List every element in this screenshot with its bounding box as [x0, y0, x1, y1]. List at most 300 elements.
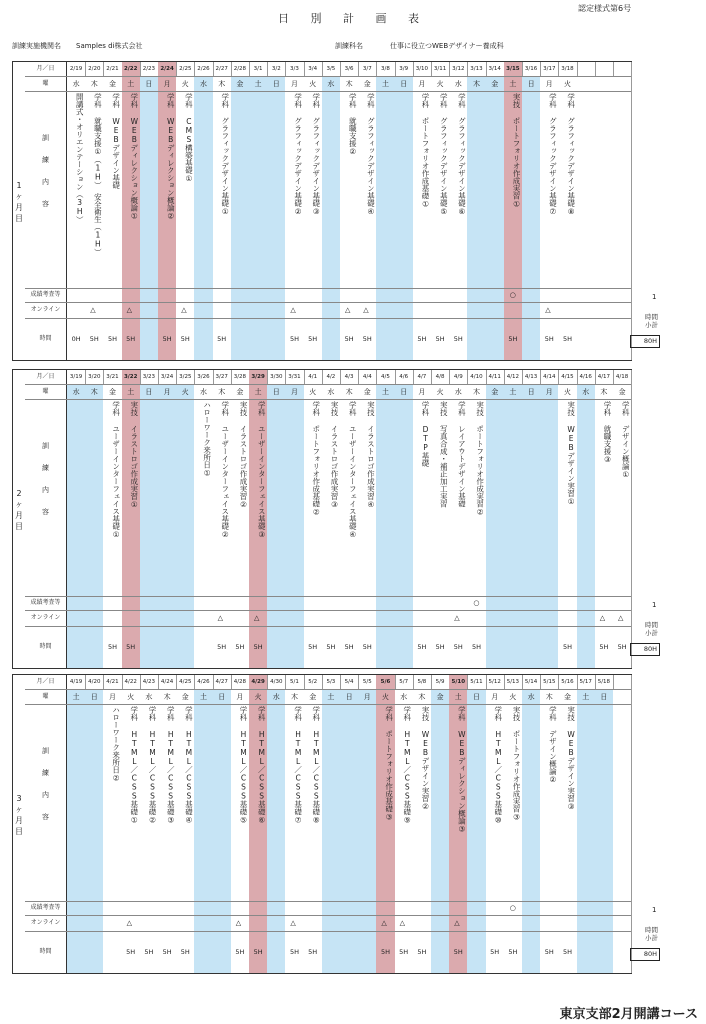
training-content: ハローワーク来所日① — [202, 401, 212, 478]
training-content: 学科 ユーザーインターフェイス基礎① — [111, 401, 121, 539]
row-divider — [25, 288, 631, 289]
training-content: 学科 HTML／CSS基礎⑤ — [238, 706, 248, 825]
hours-cell: 5H — [289, 948, 299, 956]
date-cell: 4/2 — [326, 374, 336, 380]
date-cell: 5/6 — [376, 675, 394, 689]
weekday-cell: 月 — [545, 80, 553, 88]
side-number: 1 — [652, 601, 657, 609]
weekday-cell: 土 — [381, 80, 389, 88]
weekday-cell: 火 — [181, 388, 189, 396]
weekday-cell: 水 — [527, 693, 535, 701]
date-cell: 3/28 — [233, 374, 247, 380]
training-content — [396, 93, 412, 286]
date-cell: 4/16 — [579, 374, 592, 380]
weekday-cell: 日 — [90, 693, 98, 701]
training-content: 学科 DTP基礎 — [420, 401, 430, 467]
date-cell: 3/21 — [106, 374, 119, 380]
date-cell: 2/28 — [233, 66, 247, 72]
training-content — [468, 93, 484, 286]
training-content: 学科 WEBディレクション概論① — [129, 93, 139, 221]
online-mark: △ — [126, 306, 132, 314]
date-cell: 4/22 — [124, 679, 137, 685]
row-label-online: オンライン — [25, 610, 67, 626]
date-cell: 4/12 — [506, 374, 520, 380]
training-content: 学科 グラフィックデザイン基礎② — [293, 93, 303, 216]
hours-cell: 5H — [217, 643, 227, 651]
training-content: 実技 イラストロゴ作成実習③ — [329, 401, 339, 509]
row-label-weekday: 曜 — [25, 689, 67, 704]
weekday-cell: 土 — [72, 693, 80, 701]
hours-cell: 5H — [180, 948, 190, 956]
training-content: 学科 就職支援② — [348, 93, 358, 156]
date-cell: 5/8 — [417, 679, 427, 685]
row-divider — [25, 610, 631, 611]
hours-cell: 5H — [107, 335, 117, 343]
training-content — [268, 93, 284, 286]
row-divider — [25, 318, 631, 319]
hours-cell: 5H — [399, 948, 409, 956]
date-cell: 4/23 — [142, 679, 156, 685]
subtotal-label: 時間 小計 — [645, 313, 658, 329]
training-content: 学科 グラフィックデザイン基礎① — [220, 93, 230, 216]
hours-cell: 5H — [308, 948, 318, 956]
date-cell: 4/26 — [197, 679, 210, 685]
weekday-cell: 金 — [563, 693, 571, 701]
date-cell: 3/11 — [433, 66, 447, 72]
hours-cell: 5H — [235, 948, 245, 956]
weekday-cell: 木 — [545, 693, 553, 701]
footer-course-name: 東京支部2月開講コース — [559, 1007, 698, 1022]
hours-cell: 5H — [235, 643, 245, 651]
hours-cell: 5H — [253, 948, 263, 956]
training-content: 学科 HTML／CSS基礎④ — [184, 706, 194, 825]
weekday-cell: 月 — [163, 80, 171, 88]
date-cell: 3/27 — [215, 374, 228, 380]
date-cell: 5/1 — [290, 679, 299, 685]
training-content: 学科 HTML／CSS基礎① — [129, 706, 139, 825]
hours-cell: 5H — [471, 643, 481, 651]
online-mark: △ — [454, 919, 460, 927]
date-cell: 5/7 — [399, 679, 409, 685]
hours-cell: 5H — [380, 948, 390, 956]
date-cell: 5/2 — [308, 679, 318, 685]
training-content: 学科 グラフィックデザイン基礎③ — [311, 93, 321, 216]
training-content — [614, 706, 630, 899]
weekday-cell: 土 — [509, 80, 517, 88]
hours-cell: 5H — [544, 948, 554, 956]
training-content — [68, 706, 84, 899]
form-number: 認定様式第6号 — [578, 4, 632, 13]
month-block — [12, 61, 632, 361]
weekday-cell: 火 — [436, 388, 444, 396]
weekday-cell: 日 — [400, 80, 408, 88]
online-mark: △ — [181, 306, 187, 314]
training-content: 学科 HTML／CSS基礎③ — [166, 706, 176, 825]
training-content: 学科 デザイン概論① — [621, 401, 631, 479]
weekday-cell: 火 — [309, 388, 317, 396]
hours-cell: 5H — [562, 643, 572, 651]
date-cell: 3/25 — [179, 374, 192, 380]
weekday-cell: 日 — [472, 693, 480, 701]
training-content: 学科 ユーザーインターフェイス基礎③ — [257, 401, 267, 539]
date-cell: 4/4 — [362, 374, 372, 380]
weekday-cell: 金 — [436, 693, 444, 701]
training-content: 学科 HTML／CSS基礎⑥ — [257, 706, 267, 825]
date-cell: 3/20 — [88, 374, 101, 380]
weekday-cell: 水 — [327, 80, 335, 88]
date-cell: 3/26 — [197, 374, 210, 380]
weekday-cell: 日 — [527, 388, 535, 396]
date-cell: 3/7 — [362, 66, 372, 72]
training-content: 実技 WEBデザイン実習③ — [566, 706, 576, 811]
hours-cell: 5H — [435, 643, 445, 651]
training-content: 実技 イラストロゴ作成実習① — [129, 401, 139, 509]
training-content — [396, 401, 412, 594]
training-content — [578, 401, 594, 594]
side-number: 1 — [652, 293, 657, 301]
weekday-cell: 火 — [436, 80, 444, 88]
date-cell: 3/1 — [253, 66, 263, 72]
subtotal-hours: 80H — [630, 643, 660, 656]
online-mark: △ — [290, 306, 296, 314]
subtotal-label: 時間 小計 — [645, 926, 658, 942]
row-label-assessment: 成績考査等 — [25, 596, 67, 610]
weekday-cell: 水 — [199, 80, 207, 88]
weekday-cell: 金 — [363, 388, 371, 396]
training-content: 学科 グラフィックデザイン基礎⑤ — [439, 93, 449, 216]
weekday-cell: 木 — [163, 693, 171, 701]
date-cell: 4/18 — [615, 374, 629, 380]
date-cell: 4/6 — [399, 374, 409, 380]
institution-name: Samples di株式会社 — [76, 42, 143, 50]
training-content: 学科 就職支援③ — [602, 401, 612, 464]
training-content: 学科 グラフィックデザイン基礎⑧ — [566, 93, 576, 216]
training-content: 学科 デザイン概論② — [548, 706, 558, 784]
date-cell: 5/3 — [326, 679, 336, 685]
date-cell: 2/20 — [88, 66, 101, 72]
date-cell: 4/21 — [106, 679, 119, 685]
training-content: 実技 ポートフォリオ作成実習① — [511, 93, 521, 209]
online-mark: △ — [618, 614, 624, 622]
online-mark: △ — [399, 919, 405, 927]
date-cell: 5/12 — [488, 679, 501, 685]
weekday-cell: 日 — [345, 693, 353, 701]
date-cell: 4/15 — [561, 374, 574, 380]
hours-cell: 5H — [162, 335, 172, 343]
weekday-cell: 日 — [145, 388, 153, 396]
hours-cell: 5H — [453, 335, 463, 343]
weekday-cell: 木 — [90, 80, 98, 88]
hours-cell: 5H — [107, 643, 117, 651]
row-divider — [25, 689, 631, 690]
row-label-hours: 時間 — [25, 318, 67, 360]
training-content: 学科 ポートフォリオ作成基礎① — [420, 93, 430, 209]
date-cell: 3/19 — [69, 374, 83, 380]
training-content: 学科 CMS構築基礎① — [184, 93, 194, 183]
weekday-cell: 月 — [491, 693, 499, 701]
hours-cell: 5H — [490, 948, 500, 956]
hours-cell: 5H — [617, 643, 627, 651]
subtotal-label: 時間 小計 — [645, 621, 658, 637]
online-mark: △ — [90, 306, 96, 314]
training-content — [323, 93, 339, 286]
date-cell: 3/18 — [561, 66, 574, 72]
hours-cell: 5H — [562, 948, 572, 956]
assessment-mark: ○ — [509, 291, 516, 299]
hours-cell: 5H — [308, 643, 318, 651]
training-content: 実技 ポートフォリオ作成実習② — [475, 401, 485, 517]
row-label-online: オンライン — [25, 915, 67, 931]
training-content — [377, 401, 393, 594]
hours-cell: 5H — [417, 643, 427, 651]
institution-label: 訓練実施機関名 — [12, 42, 61, 50]
weekday-cell: 土 — [127, 388, 135, 396]
row-label-training: 訓 練 内 容 — [25, 91, 67, 288]
hours-cell: 5H — [308, 335, 318, 343]
date-cell: 4/25 — [179, 679, 192, 685]
date-cell: 4/20 — [88, 679, 101, 685]
weekday-cell: 金 — [491, 80, 499, 88]
weekday-cell: 金 — [108, 80, 116, 88]
hours-cell: 5H — [508, 335, 518, 343]
row-divider — [25, 76, 631, 77]
weekday-cell: 火 — [127, 693, 135, 701]
hours-cell: 5H — [217, 335, 227, 343]
weekday-cell: 土 — [254, 80, 262, 88]
hours-cell: 5H — [453, 643, 463, 651]
date-cell: 3/4 — [308, 66, 318, 72]
date-cell: 2/22 — [122, 62, 140, 76]
weekday-cell: 日 — [218, 693, 226, 701]
weekday-cell: 水 — [72, 80, 80, 88]
date-cell: 5/18 — [597, 679, 611, 685]
subtotal-hours: 80H — [630, 948, 660, 961]
row-label-training: 訓 練 内 容 — [25, 704, 67, 901]
date-cell: 5/14 — [524, 679, 538, 685]
hours-cell: 5H — [362, 335, 372, 343]
row-divider — [25, 704, 631, 705]
weekday-cell: 水 — [327, 388, 335, 396]
weekday-cell: 木 — [472, 80, 480, 88]
weekday-cell: 水 — [454, 80, 462, 88]
hours-cell: 5H — [289, 335, 299, 343]
training-content — [505, 401, 521, 594]
date-cell: 4/11 — [488, 374, 501, 380]
hours-cell: 5H — [126, 948, 136, 956]
subtotal-hours: 80H — [630, 335, 660, 348]
side-number: 1 — [652, 906, 657, 914]
online-mark: △ — [290, 919, 296, 927]
date-cell: 4/9 — [453, 374, 463, 380]
training-content — [468, 706, 484, 899]
weekday-cell: 土 — [454, 693, 462, 701]
month-label-text: 1 ヶ 月 目 — [15, 181, 23, 223]
weekday-cell: 金 — [491, 388, 499, 396]
training-content: 学科 WEBディレクション概論③ — [457, 706, 467, 834]
training-content: 学科 ポートフォリオ作成基礎② — [311, 401, 321, 517]
weekday-cell: 土 — [327, 693, 335, 701]
date-cell: 4/5 — [381, 374, 390, 380]
row-divider — [25, 91, 631, 92]
weekday-cell: 火 — [509, 693, 517, 701]
row-divider — [25, 596, 631, 597]
row-divider — [25, 901, 631, 902]
row-label-hours: 時間 — [25, 931, 67, 973]
weekday-cell: 金 — [181, 693, 189, 701]
weekday-cell: 木 — [218, 388, 226, 396]
date-cell: 5/17 — [579, 679, 592, 685]
hours-cell: 5H — [544, 335, 554, 343]
training-content — [614, 93, 630, 286]
training-content: 学科 ユーザーインターフェイス基礎④ — [348, 401, 358, 539]
weekday-cell: 月 — [108, 693, 116, 701]
training-content — [159, 401, 175, 594]
date-cell: 3/22 — [122, 370, 140, 384]
weekday-cell: 土 — [381, 388, 389, 396]
date-cell: 3/10 — [415, 66, 429, 72]
weekday-cell: 水 — [272, 693, 280, 701]
training-content: 学科 HTML／CSS基礎② — [147, 706, 157, 825]
training-content — [250, 93, 266, 286]
training-content: 学科 HTML／CSS基礎⑩ — [493, 706, 503, 825]
assessment-mark: ○ — [509, 904, 516, 912]
training-content — [596, 706, 612, 899]
hours-cell: 5H — [326, 643, 336, 651]
hours-cell: 5H — [344, 643, 354, 651]
date-cell: 4/28 — [233, 679, 247, 685]
date-cell: 5/16 — [561, 679, 574, 685]
row-divider — [25, 931, 631, 932]
training-content: ハローワーク来所日② — [111, 706, 121, 783]
online-mark: △ — [454, 614, 460, 622]
date-cell: 2/27 — [215, 66, 228, 72]
training-content — [578, 706, 594, 899]
training-content: 学科 HTML／CSS基礎⑧ — [311, 706, 321, 825]
training-content: 学科 ユーザーインターフェイス基礎② — [220, 401, 230, 539]
row-label-training: 訓 練 内 容 — [25, 399, 67, 596]
weekday-cell: 木 — [90, 388, 98, 396]
training-content: 実技 WEBデザイン実習② — [420, 706, 430, 811]
weekday-cell: 木 — [472, 388, 480, 396]
hours-cell: 5H — [126, 335, 136, 343]
training-content — [232, 93, 248, 286]
date-cell: 4/7 — [417, 374, 427, 380]
weekday-cell: 日 — [600, 693, 608, 701]
date-cell: 3/9 — [399, 66, 409, 72]
hours-cell: 5H — [344, 335, 354, 343]
date-cell: 2/25 — [179, 66, 192, 72]
training-content: 学科 グラフィックデザイン基礎④ — [366, 93, 376, 216]
date-cell: 4/14 — [543, 374, 556, 380]
online-mark: △ — [254, 614, 260, 622]
weekday-cell: 日 — [272, 388, 280, 396]
date-cell: 3/15 — [504, 62, 522, 76]
weekday-cell: 月 — [290, 80, 298, 88]
hours-cell: 5H — [417, 948, 427, 956]
training-content — [359, 706, 375, 899]
date-cell: 5/5 — [362, 679, 372, 685]
weekday-cell: 木 — [290, 693, 298, 701]
weekday-cell: 月 — [236, 693, 244, 701]
online-mark: △ — [381, 919, 387, 927]
training-content: 実技 イラストロゴ作成実習② — [238, 401, 248, 509]
date-cell: 3/17 — [543, 66, 556, 72]
training-content — [523, 401, 539, 594]
row-divider — [25, 302, 631, 303]
date-cell: 5/13 — [506, 679, 520, 685]
training-content — [341, 706, 357, 899]
date-cell: 3/13 — [470, 66, 483, 72]
training-content: 学科 レイアウトデザイン基礎 — [457, 401, 467, 508]
training-content — [523, 706, 539, 899]
online-mark: △ — [235, 919, 242, 927]
weekday-cell: 水 — [199, 388, 207, 396]
date-cell: 5/11 — [470, 679, 483, 685]
training-content — [268, 706, 284, 899]
weekday-cell: 水 — [72, 388, 80, 396]
training-content: 実技 ポートフォリオ作成実習③ — [511, 706, 521, 822]
month-block — [12, 674, 632, 974]
date-cell: 3/24 — [160, 374, 174, 380]
hours-cell: 5H — [599, 643, 609, 651]
date-cell: 3/31 — [288, 374, 301, 380]
date-cell: 4/17 — [597, 374, 611, 380]
weekday-cell: 金 — [236, 80, 244, 88]
hours-cell: 5H — [162, 948, 172, 956]
date-cell: 5/4 — [344, 679, 354, 685]
date-cell: 3/5 — [326, 66, 336, 72]
page-title: 日 別 計 画 表 — [278, 12, 428, 25]
training-content — [377, 93, 393, 286]
row-label-online: オンライン — [25, 302, 67, 318]
weekday-cell: 水 — [400, 693, 408, 701]
weekday-cell: 日 — [145, 80, 153, 88]
assessment-mark: ○ — [473, 599, 480, 607]
date-cell: 5/10 — [449, 675, 467, 689]
weekday-cell: 火 — [309, 80, 317, 88]
weekday-cell: 木 — [418, 693, 426, 701]
hours-cell: 5H — [89, 335, 99, 343]
training-content — [323, 706, 339, 899]
training-content — [523, 93, 539, 286]
weekday-cell: 月 — [418, 388, 426, 396]
date-cell: 4/27 — [215, 679, 228, 685]
row-label-hours: 時間 — [25, 626, 67, 668]
weekday-cell: 土 — [127, 80, 135, 88]
date-cell: 4/13 — [524, 374, 538, 380]
hours-cell: 5H — [144, 948, 154, 956]
date-cell: 2/19 — [69, 66, 83, 72]
training-content — [195, 706, 211, 899]
date-cell: 3/14 — [488, 66, 501, 72]
date-cell: 2/21 — [106, 66, 119, 72]
row-label-date: 月／日 — [25, 675, 67, 689]
training-content: 学科 グラフィックデザイン基礎⑥ — [457, 93, 467, 216]
training-content — [195, 93, 211, 286]
date-cell: 3/6 — [344, 66, 354, 72]
online-mark: △ — [363, 306, 369, 314]
date-cell: 3/3 — [290, 66, 299, 72]
course-label: 訓練科名 — [335, 42, 363, 50]
date-cell: 3/8 — [381, 66, 390, 72]
weekday-cell: 土 — [199, 693, 207, 701]
row-divider — [25, 626, 631, 627]
training-content — [286, 401, 302, 594]
weekday-cell: 金 — [108, 388, 116, 396]
weekday-cell: 水 — [145, 693, 153, 701]
row-divider — [25, 399, 631, 400]
month-label-text: 2 ヶ 月 目 — [15, 489, 23, 531]
